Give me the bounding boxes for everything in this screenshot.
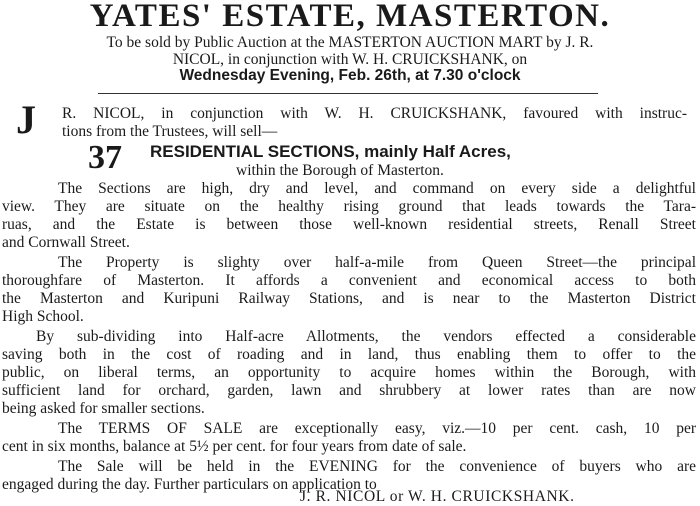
- body-line: the Masterton and Kuripuni Railway Stations, and is near to the Masterton District: [2, 290, 696, 307]
- body-line: By sub-dividing into Half-acre Allotments, the vendors effected a considerable: [36, 328, 696, 345]
- sale-date-line: Wednesday Evening, Feb. 26th, at 7.30 o'clock: [179, 67, 521, 84]
- body-line: ruas, and the Estate is between those well-known residential streets, Renall Street: [2, 216, 696, 233]
- body-line: and Cornwall Street.: [2, 234, 130, 251]
- body-line: sufficient land for orchard, garden, lawn and shrubbery at lower rates than are now: [2, 382, 696, 399]
- body-line: The Sale will be held in the EVENING for the convenience of buyers who are: [58, 458, 696, 475]
- drop-cap: J: [16, 97, 36, 142]
- sections-count: 37: [88, 139, 122, 176]
- body-line: engaged during the day. Further particulars on application to: [2, 476, 377, 493]
- body-line: thoroughfare of Masterton. It affords a convenient and economical access to both: [2, 272, 696, 289]
- divider-rule: [98, 93, 598, 94]
- body-line: The TERMS OF SALE are exceptionally easy, viz.—10 per cent. cash, 10 per: [58, 420, 696, 437]
- subhead-line-2: NICOL, in conjunction with W. H. CRUICKSHANK, on: [172, 51, 528, 68]
- intro-line-2: tions from the Trustees, will sell—: [62, 123, 278, 140]
- body-line: public, on liberal terms, an opportunity to acquire homes within the Borough, with: [2, 364, 696, 381]
- body-line: High School.: [2, 308, 84, 325]
- body-line: being asked for smaller sections.: [2, 400, 205, 417]
- signature-line: J. R. NICOL or W. H. CRUICKSHANK.: [300, 488, 575, 505]
- body-line: The Property is slighty over half-a-mile from Queen Street—the principal: [58, 254, 696, 271]
- body-line: saving both in the cost of roading and in land, thus enabling them to offer to the: [2, 346, 696, 363]
- subhead-line-1: To be sold by Public Auction at the MASTERTON AUCTION MART by J. R.: [106, 34, 594, 51]
- body-line: cent in six months, balance at 5½ per cent. for four years from date of sale.: [2, 438, 467, 455]
- sections-subline: within the Borough of Masterton.: [236, 162, 444, 179]
- ad-title: YATES' ESTATE, MASTERTON.: [89, 0, 611, 34]
- body-line: view. They are situate on the healthy rising ground that leads towards the Tara-: [2, 198, 696, 215]
- body-line: The Sections are high, dry and level, and command on every side a delightful: [58, 180, 696, 197]
- intro-line-1: R. NICOL, in conjunction with W. H. CRUICKSHANK, favoured with instruc-: [62, 105, 687, 122]
- sections-heading: RESIDENTIAL SECTIONS, mainly Half Acres,: [150, 142, 511, 161]
